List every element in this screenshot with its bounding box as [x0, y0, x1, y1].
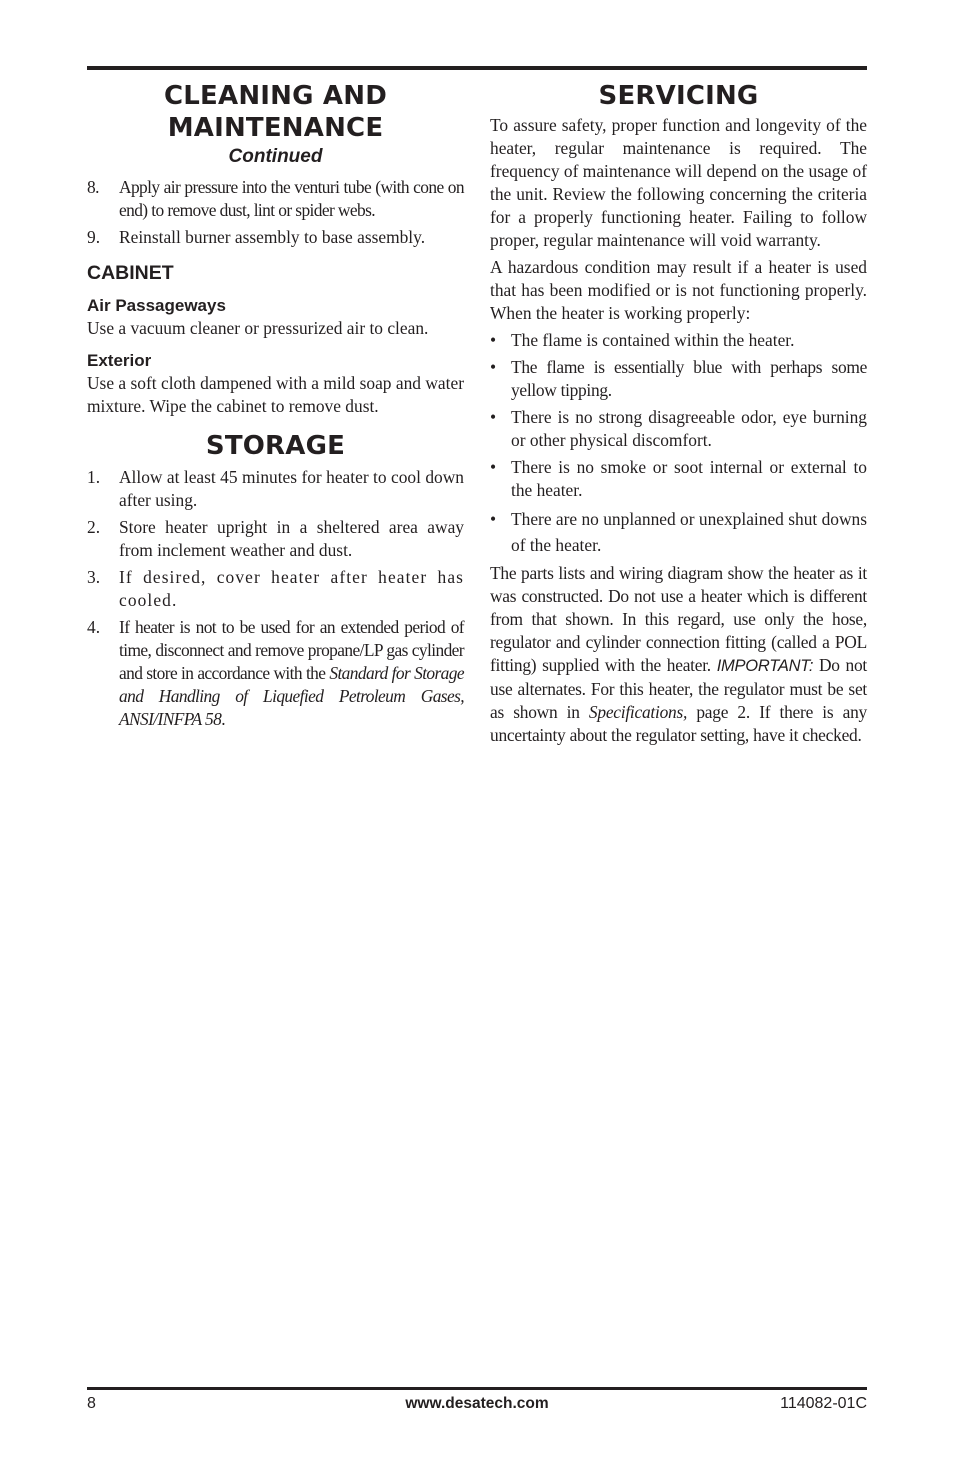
bullet-text: The flame is essentially blue with perhaps some yellow tipping. [511, 357, 867, 400]
exterior-text: Use a soft cloth dampened with a mild soap and water mixture. Wipe the cabinet to remove dust. [87, 373, 464, 416]
cleaning-title-line1: CLEANING AND [164, 81, 387, 111]
storage-number: 2. [87, 517, 101, 537]
step-text: Reinstall burner assembly to base assembly. [119, 227, 426, 247]
servicing-para-1: To assure safety, proper function and longevity of the heater, regular maintenance is required. The frequency of maintenance will depend on the usage of the unit. Review the following concerning the criteria for a properly functioning heater. Failing to follow proper, regular maintenance will void warranty. [490, 115, 867, 250]
para3-text-c: page 2. If there is any uncertainty about the regulator setting, have it checked. [490, 702, 867, 745]
bullet-text: There is no smoke or soot internal or external to the heater. [511, 457, 867, 500]
bullet-item [490, 506, 867, 558]
step-item [87, 176, 464, 222]
storage-title: STORAGE [205, 431, 346, 461]
bullet-text: The flame is contained within the heater. [511, 330, 795, 350]
para3-text-b: Do not use alternates. For this heater, the regulator must be set as shown in [490, 655, 867, 722]
step-text: Apply air pressure into the venturi tube (with cone on end) to remove dust, lint or spider webs. [119, 177, 464, 220]
storage-text: If heater is not to be used for an extended period of time, disconnect and remove propane/LP gas cylinder and store in accordance with the [119, 617, 464, 683]
bullet-icon: • [490, 357, 497, 377]
bullet-text: There are no unplanned or unexplained shut downs of the heater. [511, 509, 867, 555]
left-column [87, 80, 464, 735]
servicing-para-2: A hazardous condition may result if a heater is used that has been modified or is not functioning properly. When the heater is working properly: [490, 257, 867, 323]
right-column [490, 80, 867, 751]
storage-number: 4. [87, 617, 101, 637]
cleaning-title-line2: MAINTENANCE [167, 113, 384, 143]
step-number: 8. [87, 177, 99, 197]
bullet-icon: • [490, 407, 497, 427]
cabinet-heading: CABINET [87, 262, 174, 284]
storage-item [87, 516, 464, 562]
standard-reference: Standard for Storage and Handling of Liquefied Petroleum Gases, ANSI/INFPA 58 [119, 663, 464, 729]
bullet-item [490, 356, 867, 402]
important-label: IMPORTANT: [716, 657, 814, 675]
document-number: 114082-01C [780, 1395, 867, 1412]
bullet-text: There is no strong disagreeable odor, eye burning or other physical discomfort. [511, 407, 867, 450]
air-passageways-text: Use a vacuum cleaner or pressurized air to clean. [87, 318, 429, 338]
storage-text: If desired, cover heater after heater has cooled. [119, 567, 464, 610]
storage-item [87, 466, 464, 512]
storage-text-end: . [221, 709, 225, 729]
bullet-item [490, 329, 867, 352]
servicing-para-3 [490, 562, 867, 747]
storage-number: 1. [87, 467, 101, 487]
storage-text: Allow at least 45 minutes for heater to cool down after using. [119, 467, 464, 510]
specifications-reference: Specifications, [588, 702, 688, 722]
bullet-item [490, 456, 867, 502]
storage-text: Store heater upright in a sheltered area away from inclement weather and dust. [119, 517, 464, 560]
step-number: 9. [87, 227, 101, 247]
storage-number: 3. [87, 567, 101, 587]
step-item [87, 226, 464, 249]
para3-text-a: The parts lists and wiring diagram show the heater as it was constructed. Do not use a heater which is different from that shown. In this regard, use only the hose, regulator and cylinder connection fitting (called a POL fitting) supplied with the heater. [490, 563, 867, 675]
bullet-icon: • [490, 509, 497, 529]
servicing-title: SERVICING [598, 81, 759, 111]
continued-label: Continued [228, 146, 323, 167]
bullet-icon: • [490, 330, 497, 350]
website-link[interactable]: www.desatech.com [405, 1395, 549, 1412]
bullet-item [490, 406, 867, 452]
page-number: 8 [87, 1395, 96, 1412]
bottom-rule [87, 1387, 867, 1390]
storage-item [87, 616, 464, 731]
air-passageways-heading: Air Passageways [87, 296, 226, 315]
exterior-heading: Exterior [87, 351, 152, 370]
top-rule [87, 66, 867, 70]
bullet-icon: • [490, 457, 497, 477]
storage-item [87, 566, 464, 612]
